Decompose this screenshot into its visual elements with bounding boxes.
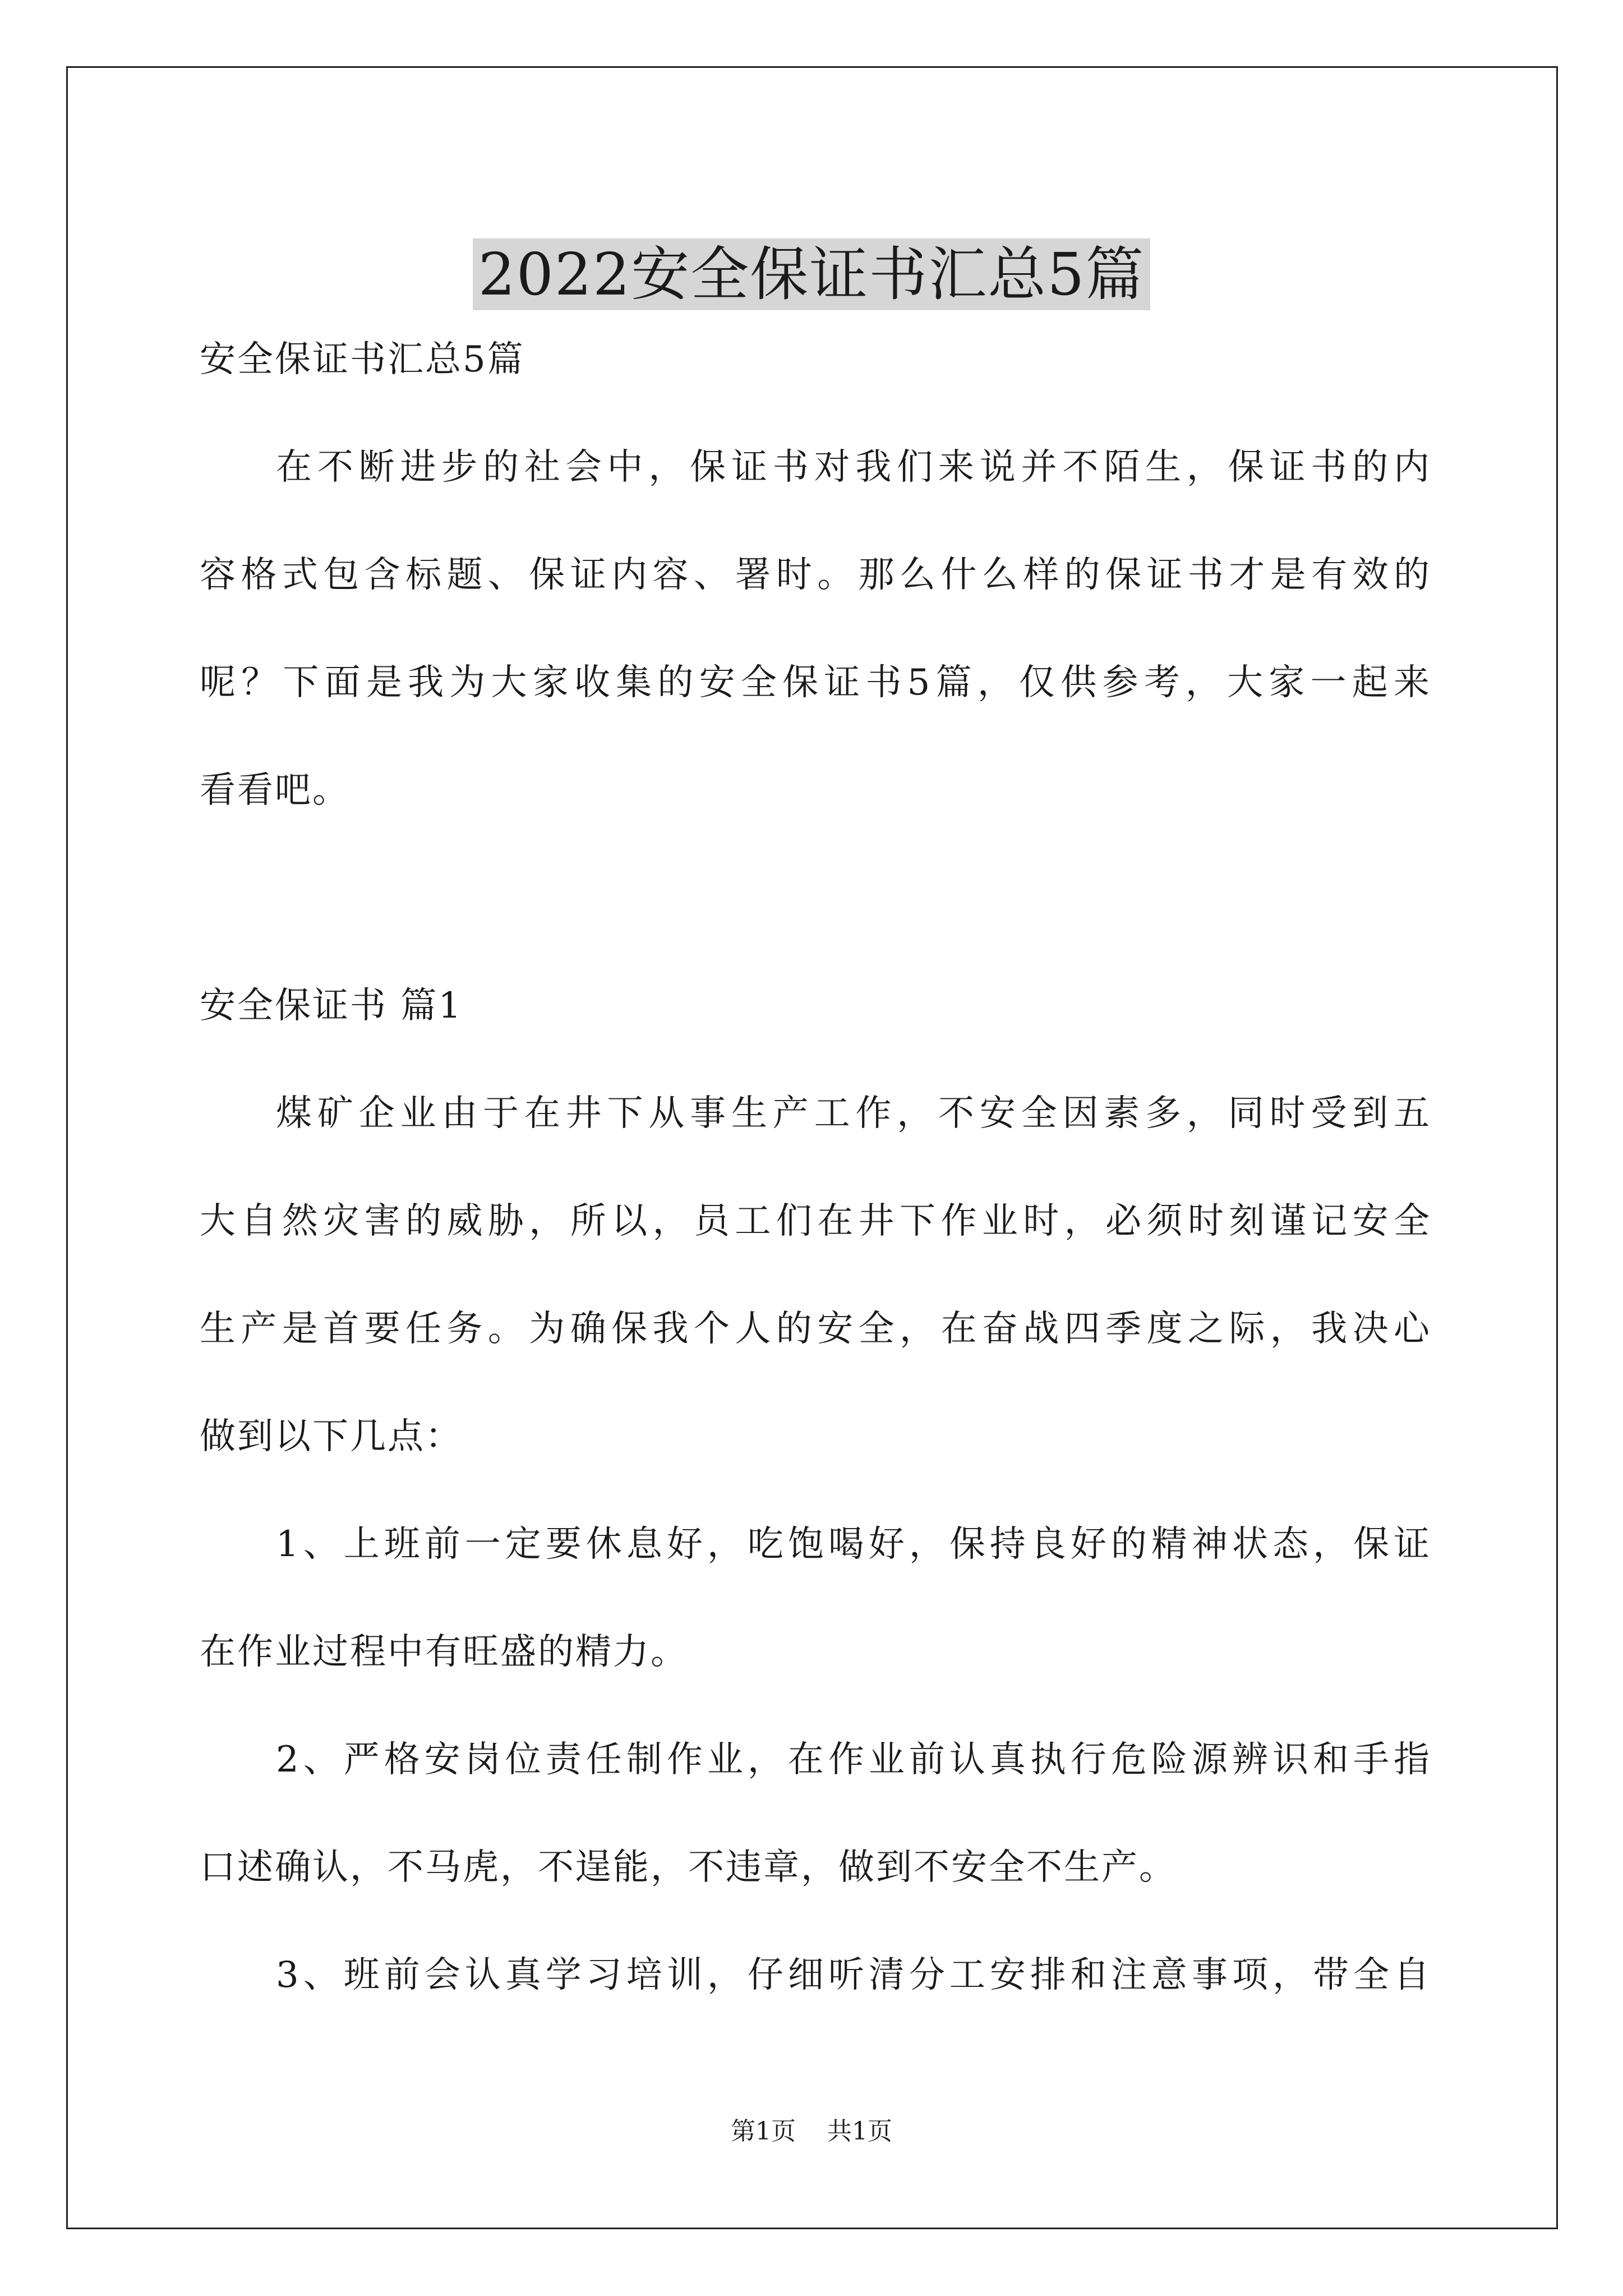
subtitle-line: 安全保证书汇总5篇 xyxy=(200,339,525,380)
page-total: 共1页 xyxy=(827,2117,892,2146)
list-item-line: 口述确认，不马虎，不逞能，不违章，做到不安全不生产。 xyxy=(200,1847,1177,1888)
paragraph-line: 做到以下几点： xyxy=(200,1416,463,1457)
page-number: 第1页 xyxy=(731,2117,796,2146)
paragraph-line: 容格式包含标题、保证内容、署时。那么什么样的保证书才是有效的 xyxy=(200,554,1431,596)
paragraph-line: 呢？下面是我为大家收集的安全保证书5篇，仅供参考，大家一起来 xyxy=(200,662,1431,703)
paragraph-line: 生产是首要任务。为确保我个人的安全，在奋战四季度之际，我决心 xyxy=(200,1308,1431,1350)
list-item-line: 2、严格安岗位责任制作业，在作业前认真执行危险源辨识和手指 xyxy=(276,1739,1431,1780)
paragraph-line: 在不断进步的社会中，保证书对我们来说并不陌生，保证书的内 xyxy=(276,447,1431,488)
paragraph-line: 看看吧。 xyxy=(200,770,350,811)
page-footer xyxy=(0,2115,1623,2148)
document-title: 2022安全保证书汇总5篇 xyxy=(473,238,1151,310)
list-item-line: 3、班前会认真学习培训，仔细听清分工安排和注意事项，带全自 xyxy=(276,1954,1431,1996)
paragraph-line: 煤矿企业由于在井下从事生产工作，不安全因素多，同时受到五 xyxy=(276,1093,1431,1134)
paragraph-line: 大自然灾害的威胁，所以，员工们在井下作业时，必须时刻谨记安全 xyxy=(200,1200,1431,1242)
section-heading: 安全保证书 篇1 xyxy=(200,985,463,1027)
list-item-line: 1、上班前一定要休息好，吃饱喝好，保持良好的精神状态，保证 xyxy=(276,1524,1431,1565)
blank-line xyxy=(200,844,1431,952)
document-body xyxy=(200,306,1431,2029)
list-item-line: 在作业过程中有旺盛的精力。 xyxy=(200,1631,688,1673)
